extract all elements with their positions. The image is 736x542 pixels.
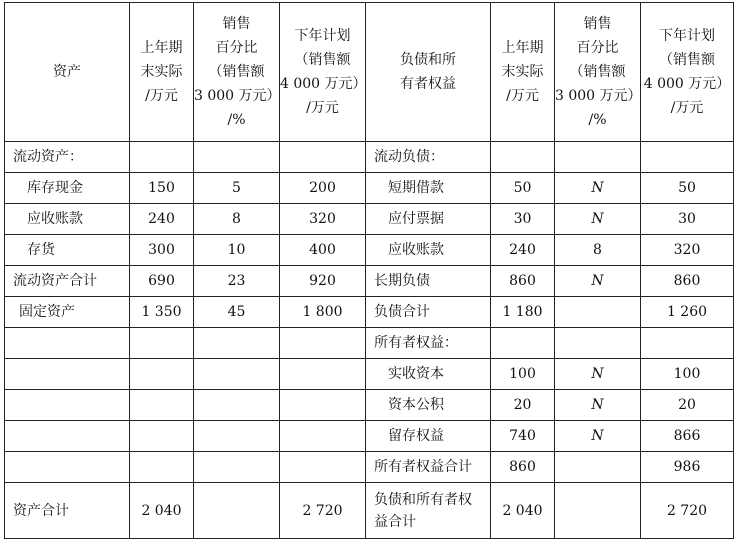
table-row bbox=[5, 297, 734, 328]
cell-prior: 150 bbox=[130, 173, 194, 204]
cell-asset bbox=[5, 390, 130, 421]
cell-plan bbox=[641, 142, 734, 173]
table-row bbox=[5, 421, 734, 452]
cell-percent bbox=[555, 328, 641, 359]
header-line: （销售额 bbox=[569, 64, 626, 80]
header-line: 4 000 万元） bbox=[280, 76, 367, 92]
table-row bbox=[5, 266, 734, 297]
header-line: /万元 bbox=[306, 100, 339, 116]
cell-liability: 所有者权益合计 bbox=[366, 452, 491, 483]
cell-percent: N bbox=[555, 173, 641, 204]
cell-percent bbox=[194, 390, 280, 421]
header-line: 下年计划 bbox=[659, 28, 715, 44]
cell-plan bbox=[280, 359, 366, 390]
cell-prior bbox=[130, 390, 194, 421]
header-line: 末实际 bbox=[140, 64, 183, 80]
header-line: /% bbox=[588, 112, 607, 128]
cell-asset bbox=[5, 328, 130, 359]
cell-prior bbox=[491, 328, 555, 359]
cell-asset: 固定资产 bbox=[5, 297, 130, 328]
cell-prior: 690 bbox=[130, 266, 194, 297]
cell-percent: N bbox=[555, 266, 641, 297]
cell-percent: N bbox=[555, 390, 641, 421]
cell-prior: 20 bbox=[491, 390, 555, 421]
cell-asset bbox=[5, 421, 130, 452]
header-line: 销售 bbox=[583, 16, 612, 32]
cell-percent: N bbox=[555, 421, 641, 452]
header-line: 下年计划 bbox=[294, 28, 351, 44]
cell-asset: 存货 bbox=[5, 235, 130, 266]
cell-plan: 200 bbox=[280, 173, 366, 204]
header-line: 上年期 bbox=[501, 40, 544, 56]
cell-prior bbox=[130, 142, 194, 173]
cell-percent bbox=[555, 483, 641, 539]
cell-percent bbox=[555, 142, 641, 173]
cell-prior bbox=[491, 142, 555, 173]
cell-plan: 20 bbox=[641, 390, 734, 421]
cell-liability: 资本公积 bbox=[366, 390, 491, 421]
cell-total-assets: 资产合计 bbox=[5, 483, 130, 539]
cell-liability: 实收资本 bbox=[366, 359, 491, 390]
cell-plan: 30 bbox=[641, 204, 734, 235]
cell-liability: 短期借款 bbox=[366, 173, 491, 204]
cell-asset: 流动资产合计 bbox=[5, 266, 130, 297]
header-next-plan-2 bbox=[641, 3, 734, 142]
header-sales-percent bbox=[194, 3, 280, 142]
cell-percent bbox=[194, 483, 280, 539]
cell-percent bbox=[194, 452, 280, 483]
cell-asset bbox=[5, 452, 130, 483]
cell-plan: 400 bbox=[280, 235, 366, 266]
cell-prior: 2 040 bbox=[130, 483, 194, 539]
cell-plan bbox=[641, 328, 734, 359]
header-row bbox=[5, 3, 734, 142]
cell-percent bbox=[194, 421, 280, 452]
cell-plan: 1 800 bbox=[280, 297, 366, 328]
cell-percent: 45 bbox=[194, 297, 280, 328]
cell-percent bbox=[194, 359, 280, 390]
header-line: 末实际 bbox=[501, 64, 544, 80]
cell-prior: 240 bbox=[491, 235, 555, 266]
cell-liability: 长期负债 bbox=[366, 266, 491, 297]
header-line: （销售额 bbox=[208, 64, 265, 80]
cell-plan: 2 720 bbox=[280, 483, 366, 539]
cell-plan: 50 bbox=[641, 173, 734, 204]
cell-prior: 100 bbox=[491, 359, 555, 390]
header-line: 负债和所 bbox=[400, 52, 456, 68]
cell-plan: 860 bbox=[641, 266, 734, 297]
header-line: （销售额 bbox=[294, 52, 351, 68]
cell-percent: 23 bbox=[194, 266, 280, 297]
cell-plan: 320 bbox=[641, 235, 734, 266]
header-line: （销售额 bbox=[659, 52, 715, 68]
cell-prior: 1 350 bbox=[130, 297, 194, 328]
header-assets: 资产 bbox=[5, 3, 130, 142]
cell-percent: 8 bbox=[555, 235, 641, 266]
cell-percent bbox=[194, 328, 280, 359]
header-prior-actual bbox=[130, 3, 194, 142]
cell-percent bbox=[194, 142, 280, 173]
cell-prior bbox=[130, 328, 194, 359]
table-row bbox=[5, 204, 734, 235]
cell-percent: 10 bbox=[194, 235, 280, 266]
header-sales-percent-2 bbox=[555, 3, 641, 142]
cell-asset: 应收账款 bbox=[5, 204, 130, 235]
table-row bbox=[5, 235, 734, 266]
cell-plan: 866 bbox=[641, 421, 734, 452]
header-line: 3 000 万元） bbox=[194, 88, 281, 104]
cell-liability: 负债合计 bbox=[366, 297, 491, 328]
cell-plan bbox=[280, 390, 366, 421]
cell-plan bbox=[280, 421, 366, 452]
cell-plan: 920 bbox=[280, 266, 366, 297]
cell-plan: 986 bbox=[641, 452, 734, 483]
cell-plan: 2 720 bbox=[641, 483, 734, 539]
header-line: 上年期 bbox=[140, 40, 183, 56]
cell-prior: 1 180 bbox=[491, 297, 555, 328]
total-label-line: 负债和所有者权 bbox=[374, 491, 472, 508]
cell-prior bbox=[130, 452, 194, 483]
cell-asset bbox=[5, 359, 130, 390]
cell-prior: 240 bbox=[130, 204, 194, 235]
header-line: 百分比 bbox=[215, 40, 258, 56]
cell-prior bbox=[130, 359, 194, 390]
cell-asset: 流动资产： bbox=[5, 142, 130, 173]
cell-liability: 应付票据 bbox=[366, 204, 491, 235]
cell-prior bbox=[130, 421, 194, 452]
cell-liability: 流动负债： bbox=[366, 142, 491, 173]
cell-percent: 8 bbox=[194, 204, 280, 235]
header-prior-actual-2 bbox=[491, 3, 555, 142]
header-next-plan bbox=[280, 3, 366, 142]
cell-prior: 860 bbox=[491, 452, 555, 483]
cell-total-liabilities-equity bbox=[366, 483, 491, 539]
cell-percent bbox=[555, 452, 641, 483]
total-label-line: 益合计 bbox=[374, 513, 416, 530]
cell-plan bbox=[280, 328, 366, 359]
cell-liability: 应收账款 bbox=[366, 235, 491, 266]
cell-percent: 5 bbox=[194, 173, 280, 204]
header-liabilities-equity bbox=[366, 3, 491, 142]
header-line: /万元 bbox=[145, 88, 178, 104]
total-row bbox=[5, 483, 734, 539]
cell-plan: 1 260 bbox=[641, 297, 734, 328]
header-line: /% bbox=[227, 112, 246, 128]
cell-plan: 320 bbox=[280, 204, 366, 235]
cell-percent: N bbox=[555, 204, 641, 235]
table-row bbox=[5, 173, 734, 204]
cell-plan bbox=[280, 452, 366, 483]
table-row bbox=[5, 142, 734, 173]
table-row bbox=[5, 328, 734, 359]
header-line: 百分比 bbox=[576, 40, 619, 56]
cell-prior: 50 bbox=[491, 173, 555, 204]
cell-liability: 留存权益 bbox=[366, 421, 491, 452]
header-line: 销售 bbox=[222, 16, 251, 32]
balance-forecast-table bbox=[4, 2, 734, 539]
cell-prior: 2 040 bbox=[491, 483, 555, 539]
cell-asset: 库存现金 bbox=[5, 173, 130, 204]
cell-plan: 100 bbox=[641, 359, 734, 390]
cell-percent bbox=[555, 297, 641, 328]
cell-plan bbox=[280, 142, 366, 173]
header-line: /万元 bbox=[670, 100, 704, 116]
table-row bbox=[5, 359, 734, 390]
header-line: 3 000 万元） bbox=[555, 88, 642, 104]
cell-prior: 30 bbox=[491, 204, 555, 235]
table-row bbox=[5, 390, 734, 421]
cell-liability: 所有者权益： bbox=[366, 328, 491, 359]
header-line: /万元 bbox=[506, 88, 539, 104]
header-line: 有者权益 bbox=[400, 76, 456, 92]
cell-prior: 740 bbox=[491, 421, 555, 452]
table-row bbox=[5, 452, 734, 483]
cell-prior: 300 bbox=[130, 235, 194, 266]
header-line: 4 000 万元） bbox=[643, 76, 731, 92]
cell-prior: 860 bbox=[491, 266, 555, 297]
cell-percent: N bbox=[555, 359, 641, 390]
